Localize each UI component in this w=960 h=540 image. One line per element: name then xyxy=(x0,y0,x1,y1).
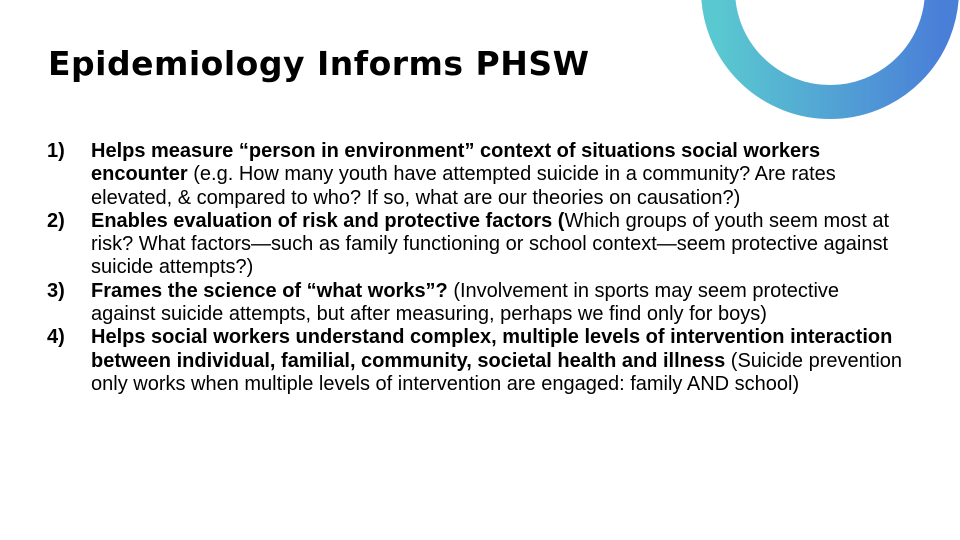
list-item xyxy=(47,140,907,210)
decorative-ring-arc xyxy=(718,0,942,102)
list-item-number: 4) xyxy=(47,326,65,349)
list-item-detail: (e.g. How many youth have attempted suicide in a community? Are rates elevated, & compared to who? If so, what are our theories on causation?) xyxy=(91,163,836,209)
list-item-emphasis: Enables evaluation of risk and protective factors ( xyxy=(91,209,565,232)
list-item-number: 1) xyxy=(47,140,65,162)
list-item-emphasis: Helps social workers understand complex, multiple levels of intervention interaction between individual, familial, community, societal health and illness xyxy=(91,326,893,372)
point-list xyxy=(47,140,907,396)
list-item-emphasis: Frames the science of “what works”? xyxy=(91,279,448,302)
list-item xyxy=(47,210,907,280)
list-item-detail: (Suicide prevention only works when multiple levels of intervention are engaged: family AND school) xyxy=(91,349,903,395)
list-item xyxy=(47,326,907,396)
slide-title: Epidemiology Informs PHSW xyxy=(48,44,590,83)
decorative-ring xyxy=(700,0,960,130)
list-item xyxy=(47,280,907,327)
list-item-detail: (Involvement in sports may seem protective against suicide attempts, but after measuring, perhaps we find only for boys) xyxy=(91,279,840,326)
list-item-number: 3) xyxy=(47,279,65,302)
list-item-detail: Which groups of youth seem most at risk? What factors—such as family functioning or school context—seem protective against suicide attempts?) xyxy=(91,209,890,279)
list-item-number: 2) xyxy=(47,209,65,232)
list-item-emphasis: Helps measure “person in environment” context of situations social workers encounter xyxy=(91,140,821,186)
